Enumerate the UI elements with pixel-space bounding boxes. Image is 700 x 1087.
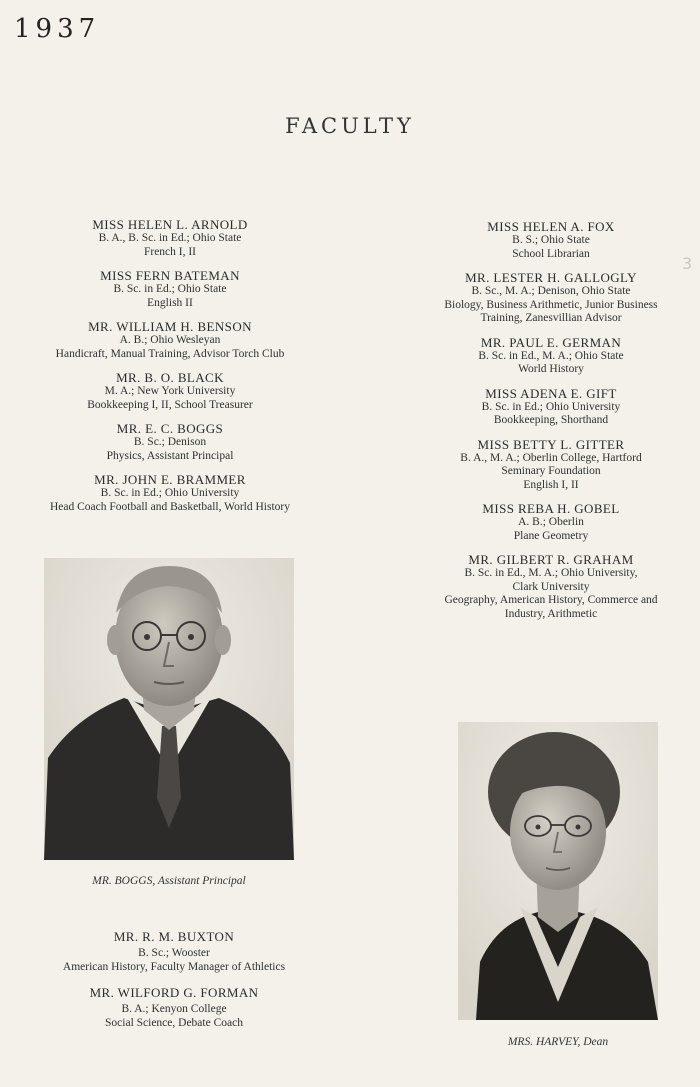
faculty-name: MR. WILFORD G. FORMAN xyxy=(89,985,259,1000)
faculty-name: MR. LESTER H. GALLOGLY xyxy=(465,270,637,285)
faculty-degree: B. Sc. in Ed., M. A.; Ohio University, xyxy=(464,567,638,579)
faculty-name: MISS HELEN A. FOX xyxy=(487,219,615,234)
faculty-degree: B. Sc.; Wooster xyxy=(138,947,210,959)
faculty-degree: B. Sc. in Ed.; Ohio University xyxy=(481,400,621,413)
faculty-name: MR. WILLIAM H. BENSON xyxy=(88,319,252,334)
margin-pencil-mark: 3 xyxy=(682,254,693,273)
boggs-portrait-image xyxy=(44,558,294,860)
page-title: FACULTY xyxy=(285,114,415,138)
faculty-entry xyxy=(8,371,332,412)
faculty-degree: A. B.; Oberlin xyxy=(518,516,584,528)
page-year: 1937 xyxy=(14,14,101,44)
faculty-name: MISS FERN BATEMAN xyxy=(100,268,240,283)
faculty-entry xyxy=(408,553,694,621)
faculty-entry xyxy=(8,320,332,361)
faculty-subjects: Plane Geometry xyxy=(513,529,589,542)
faculty-subjects: Bookkeeping I, II, School Treasurer xyxy=(87,398,253,411)
faculty-list-right xyxy=(408,220,694,631)
harvey-portrait-image xyxy=(458,722,658,1020)
faculty-name: MR. JOHN E. BRAMMER xyxy=(94,472,246,487)
boggs-portrait-photo xyxy=(44,558,294,860)
faculty-degree: B. Sc. in Ed.; Ohio University xyxy=(100,487,240,499)
faculty-degree: A. B.; Ohio Wesleyan xyxy=(119,334,221,346)
faculty-entry xyxy=(408,502,694,543)
faculty-entry xyxy=(28,930,320,974)
faculty-subjects: Head Coach Football and Basketball, World History xyxy=(49,500,290,513)
faculty-degree: B. A., B. Sc. in Ed.; Ohio State xyxy=(98,232,242,244)
faculty-name: MISS ADENA E. GIFT xyxy=(485,385,617,401)
faculty-degree: Clark University xyxy=(512,580,590,593)
faculty-subjects: Social Science, Debate Coach xyxy=(105,1016,243,1029)
faculty-entry xyxy=(28,986,320,1030)
faculty-subjects: Handicraft, Manual Training, Advisor Torch Club xyxy=(55,347,285,360)
faculty-degree: B. Sc.; Denison xyxy=(133,436,207,448)
faculty-entry xyxy=(408,438,694,493)
faculty-degree: Seminary Foundation xyxy=(501,465,601,477)
faculty-degree: B. Sc., M. A.; Denison, Ohio State xyxy=(471,285,631,297)
faculty-name: MR. R. M. BUXTON xyxy=(113,929,235,944)
faculty-entry xyxy=(8,422,332,463)
faculty-entry xyxy=(408,220,694,261)
faculty-subjects: American History, Faculty Manager of Athletics xyxy=(62,960,286,973)
faculty-degree: M. A.; New York University xyxy=(104,385,236,397)
faculty-name: MISS HELEN L. ARNOLD xyxy=(92,217,248,232)
harvey-portrait-photo xyxy=(458,722,658,1020)
boggs-photo-caption: MR. BOGGS, Assistant Principal xyxy=(92,875,246,887)
harvey-photo-caption: MRS. HARVEY, Dean xyxy=(507,1036,609,1048)
faculty-entry xyxy=(408,271,694,326)
faculty-subjects: Training, Zanesvillian Advisor xyxy=(480,312,622,324)
faculty-subjects: French I, II xyxy=(143,245,197,258)
faculty-degree: B. A., M. A.; Oberlin College, Hartford xyxy=(460,451,642,464)
faculty-subjects: English I, II xyxy=(523,478,579,491)
faculty-entry xyxy=(8,269,332,310)
faculty-subjects: Industry, Arithmetic xyxy=(504,607,598,620)
faculty-subjects: Physics, Assistant Principal xyxy=(106,449,234,462)
faculty-name: MISS BETTY L. GITTER xyxy=(477,436,625,452)
faculty-subjects: Geography, American History, Commerce and xyxy=(444,594,658,606)
faculty-degree: B. A.; Kenyon College xyxy=(121,1003,227,1015)
faculty-degree: B. Sc. in Ed., M. A.; Ohio State xyxy=(478,349,624,362)
faculty-name: MISS REBA H. GOBEL xyxy=(482,501,620,516)
faculty-subjects: English II xyxy=(147,296,193,309)
faculty-degree: B. S.; Ohio State xyxy=(512,234,590,246)
faculty-entry xyxy=(8,218,332,259)
faculty-subjects: School Librarian xyxy=(512,247,590,260)
faculty-name: MR. GILBERT R. GRAHAM xyxy=(468,552,634,567)
faculty-subjects: World History xyxy=(518,363,584,375)
faculty-list-bottom xyxy=(28,930,320,1042)
faculty-list-left xyxy=(8,218,332,524)
faculty-name: MR. B. O. BLACK xyxy=(116,370,224,385)
faculty-subjects: Biology, Business Arithmetic, Junior Business xyxy=(444,298,658,311)
faculty-name: MR. E. C. BOGGS xyxy=(116,421,224,436)
faculty-subjects: Bookkeeping, Shorthand xyxy=(493,414,609,426)
faculty-name: MR. PAUL E. GERMAN xyxy=(480,334,622,350)
faculty-entry xyxy=(408,336,694,377)
faculty-degree: B. Sc. in Ed.; Ohio State xyxy=(113,283,227,295)
faculty-entry xyxy=(408,387,694,428)
faculty-entry xyxy=(8,473,332,514)
